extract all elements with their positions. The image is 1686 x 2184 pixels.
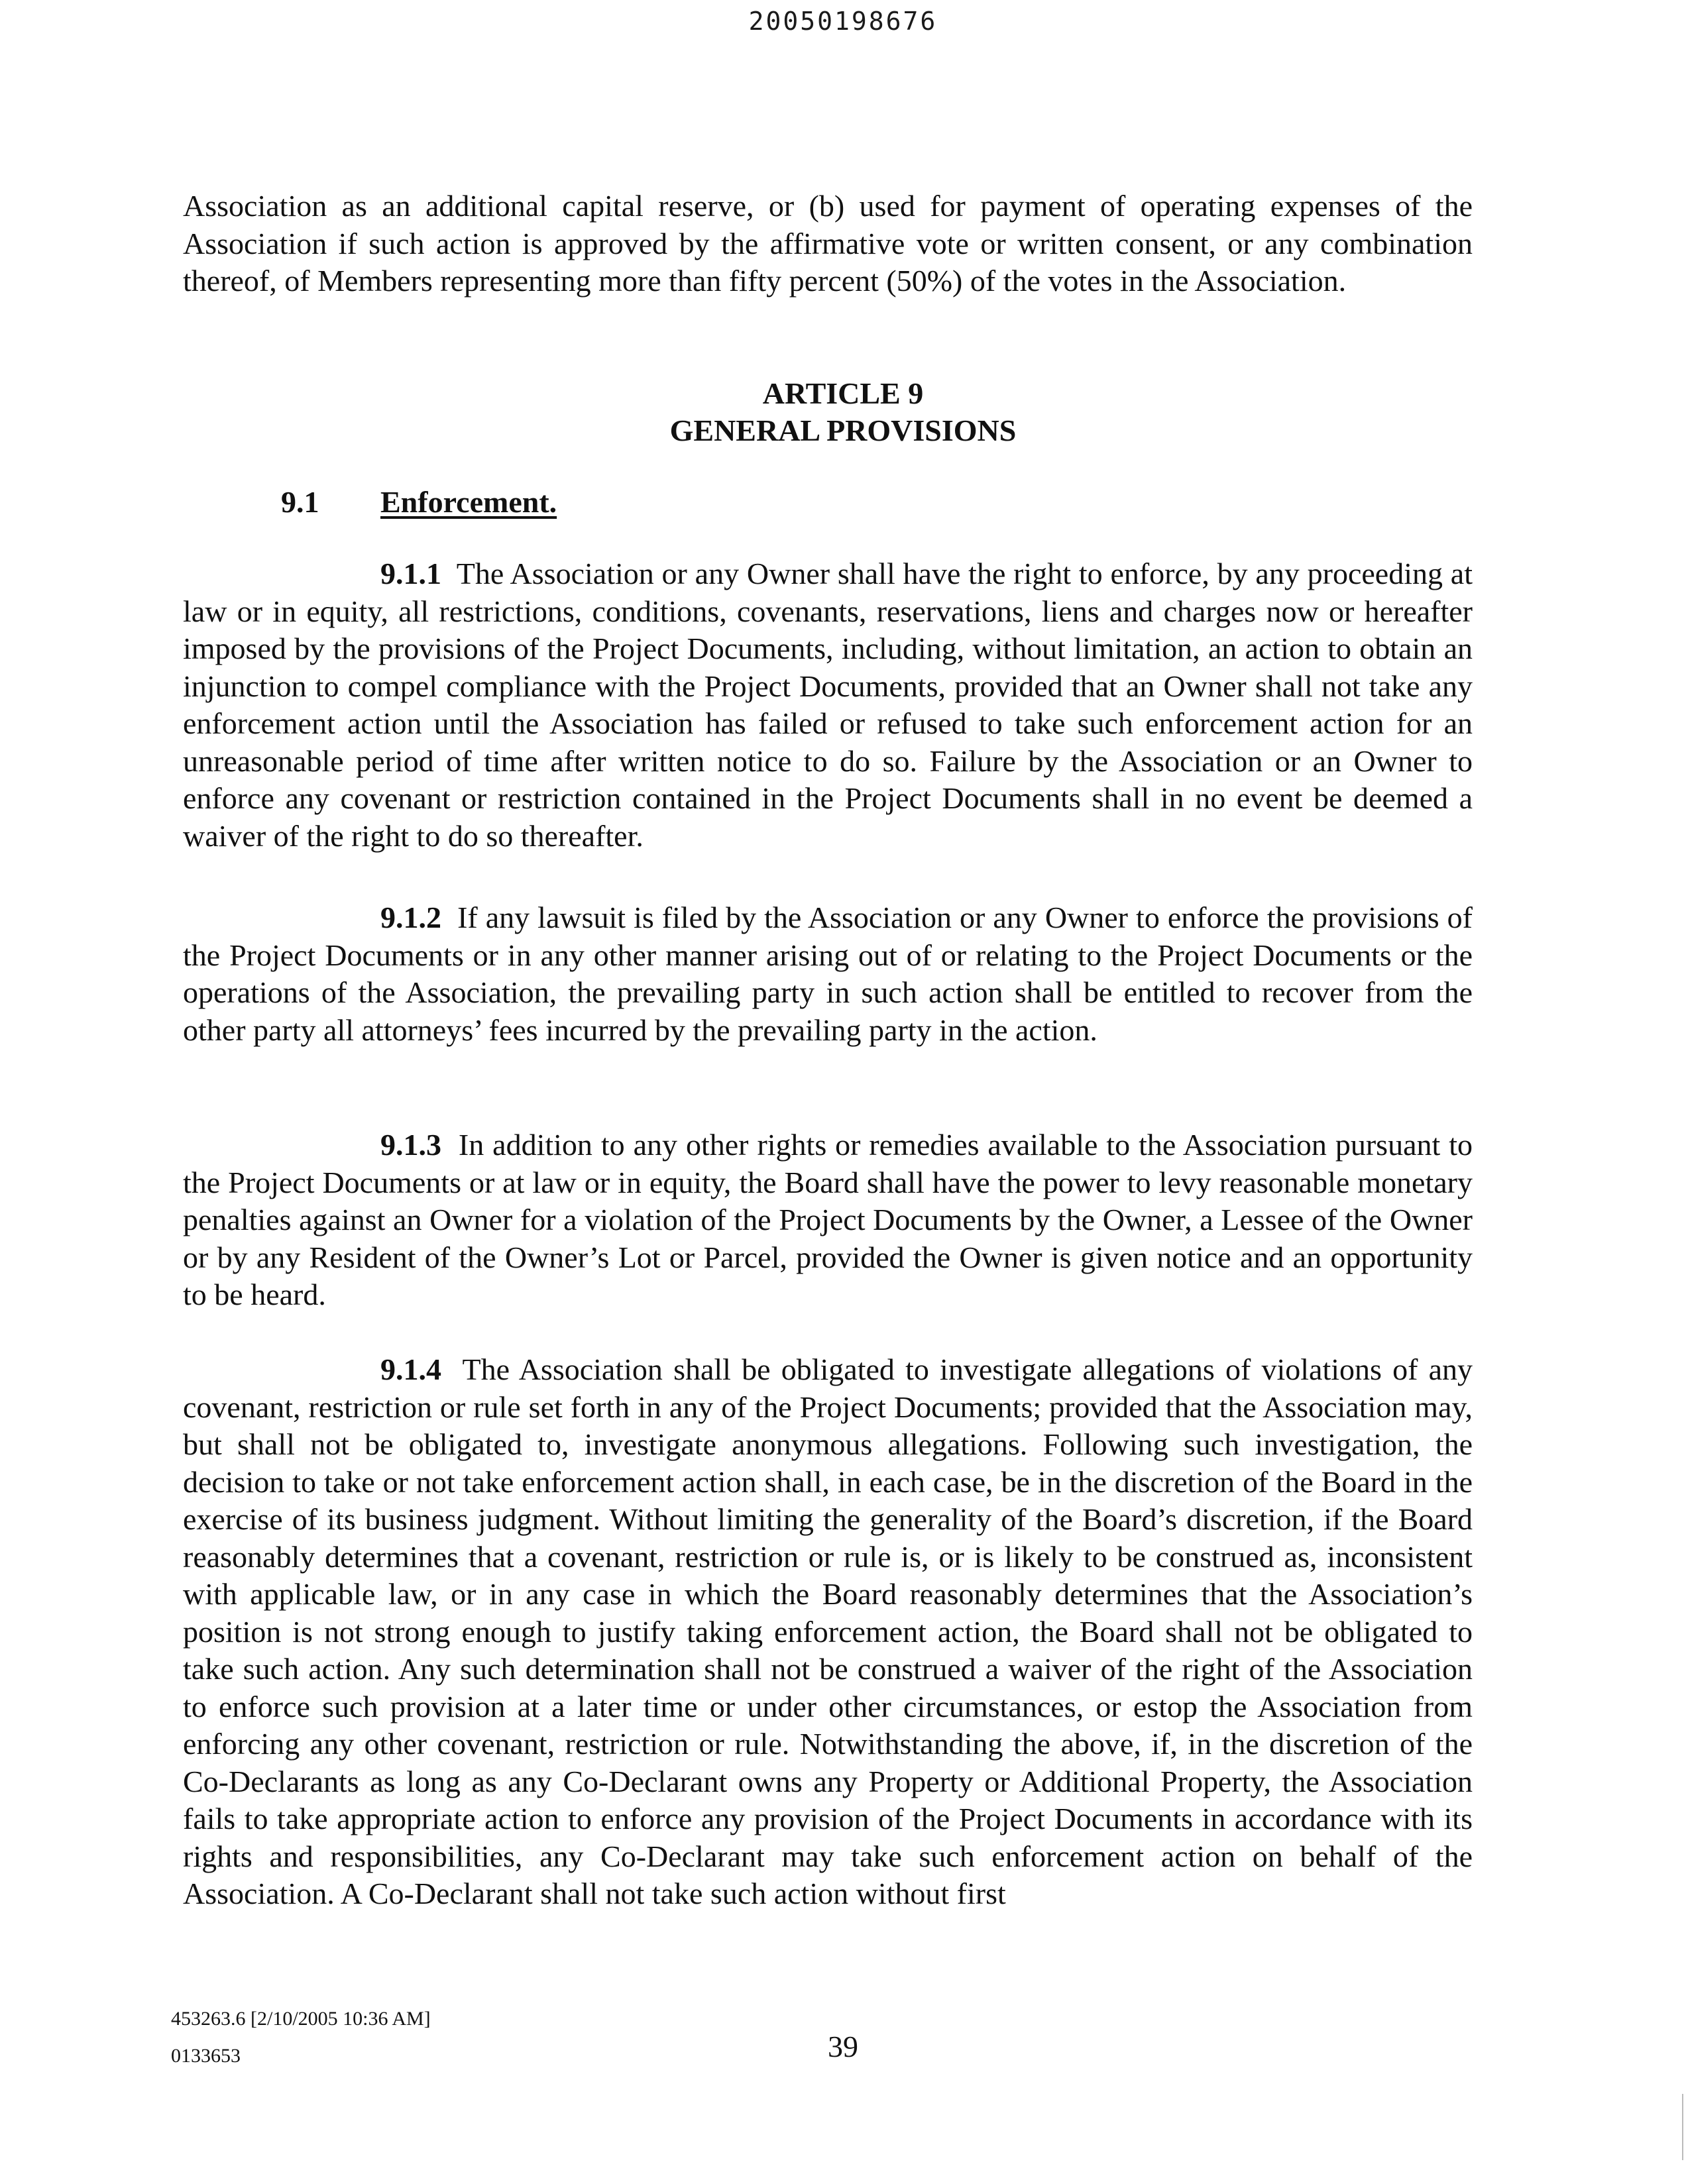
subsection-number: 9.1.4 bbox=[380, 1352, 441, 1386]
subsection-number: 9.1.1 bbox=[380, 557, 441, 590]
document-number: 20050198676 bbox=[748, 7, 938, 36]
section-title: Enforcement. bbox=[380, 485, 557, 519]
article-title: ARTICLE 9 bbox=[762, 376, 924, 410]
subsection-text: If any lawsuit is filed by the Association or any Owner to enforce the provisions of the Project Documents or in any other manner arising out of or relating to the Project Documents or the operations of the Association, the prevailing party in such action shall be entitled to recover from the other party all attorneys’ fees incurred by the prevailing party in the action. bbox=[183, 901, 1473, 1047]
subsection-9-1-3 bbox=[183, 1126, 1473, 1314]
page-number: 39 bbox=[828, 2030, 858, 2063]
continuation-paragraph bbox=[183, 188, 1473, 300]
subsection-paragraph bbox=[183, 555, 1473, 855]
continuation-text: Association as an additional capital reserve, or (b) used for payment of operating expenses of the Association if such action is approved by the affirmative vote or written consent, or any combination thereof, of Members representing more than fifty percent (50%) of the votes in the Association. bbox=[183, 189, 1473, 298]
subsection-text: In addition to any other rights or remedies available to the Association pursuant to the Project Documents or at law or in equity, the Board shall have the power to levy reasonable monetary penalties against an Owner for a violation of the Project Documents by the Owner, a Lessee of the Owner or by any Resident of the Owner’s Lot or Parcel, provided the Owner is given notice and an opportunity to be heard. bbox=[183, 1128, 1473, 1311]
subsection-text: The Association shall be obligated to investigate allegations of violations of any covenant, restriction or rule set forth in any of the Project Documents; provided that the Association may, but shall not be obligated to, investigate anonymous allegations. Following such investigation, the decision to take or not take enforcement action shall, in each case, be in the discretion of the Board in the exercise of its business judgment. Without limiting the generality of the Board’s discretion, if the Board reasonably determines that a covenant, restriction or rule is, or is likely to be construed as, inconsistent with applicable law, or in any case in which the Board reasonably determines that the Association’s position is not strong enough to justify taking enforcement action, the Board shall not be obligated to take such action. Any such determination shall not be construed a waiver of the right of the Association to enforce such provision at a later time or under other circumstances, or estop the Association from enforcing any other covenant, restriction or rule. Notwithstanding the above, if, in the discretion of the Co-Declarants as long as any Co-Declarant owns any Property or Additional Property, the Association fails to take appropriate action to enforce any provision of the Project Documents in accordance with its rights and responsibilities, any Co-Declarant may take such enforcement action on behalf of the Association. A Co-Declarant shall not take such action without first bbox=[183, 1352, 1473, 1910]
footer-client-id: 0133653 bbox=[171, 2045, 241, 2067]
subsection-paragraph bbox=[183, 1126, 1473, 1314]
subsection-9-1-4 bbox=[183, 1351, 1473, 1913]
subsection-text: The Association or any Owner shall have the right to enforce, by any proceeding at law or in equity, all restrictions, conditions, covenants, reservations, liens and charges now or hereafter imposed by the provisions of the Project Documents, including, without limitation, an action to obtain an injunction to compel compliance with the Project Documents, provided that an Owner shall not take any enforcement action until the Association has failed or refused to take such enforcement action for an unreasonable period of time after written notice to do so. Failure by the Association or an Owner to enforce any covenant or restriction contained in the Project Documents shall in no event be deemed a waiver of the right to do so thereafter. bbox=[183, 557, 1473, 853]
subsection-paragraph bbox=[183, 899, 1473, 1049]
footer-file-id: 453263.6 [2/10/2005 10:36 AM] bbox=[171, 2008, 431, 2030]
subsection-9-1-1 bbox=[183, 555, 1473, 855]
article-heading bbox=[0, 375, 1686, 449]
subsection-number: 9.1.3 bbox=[380, 1128, 441, 1162]
scan-edge-mark bbox=[1682, 2094, 1683, 2160]
subsection-9-1-2 bbox=[183, 899, 1473, 1049]
article-subtitle: GENERAL PROVISIONS bbox=[669, 413, 1017, 447]
subsection-number: 9.1.2 bbox=[380, 901, 441, 934]
section-number: 9.1 bbox=[281, 485, 319, 519]
section-heading bbox=[281, 484, 557, 521]
subsection-paragraph bbox=[183, 1351, 1473, 1913]
